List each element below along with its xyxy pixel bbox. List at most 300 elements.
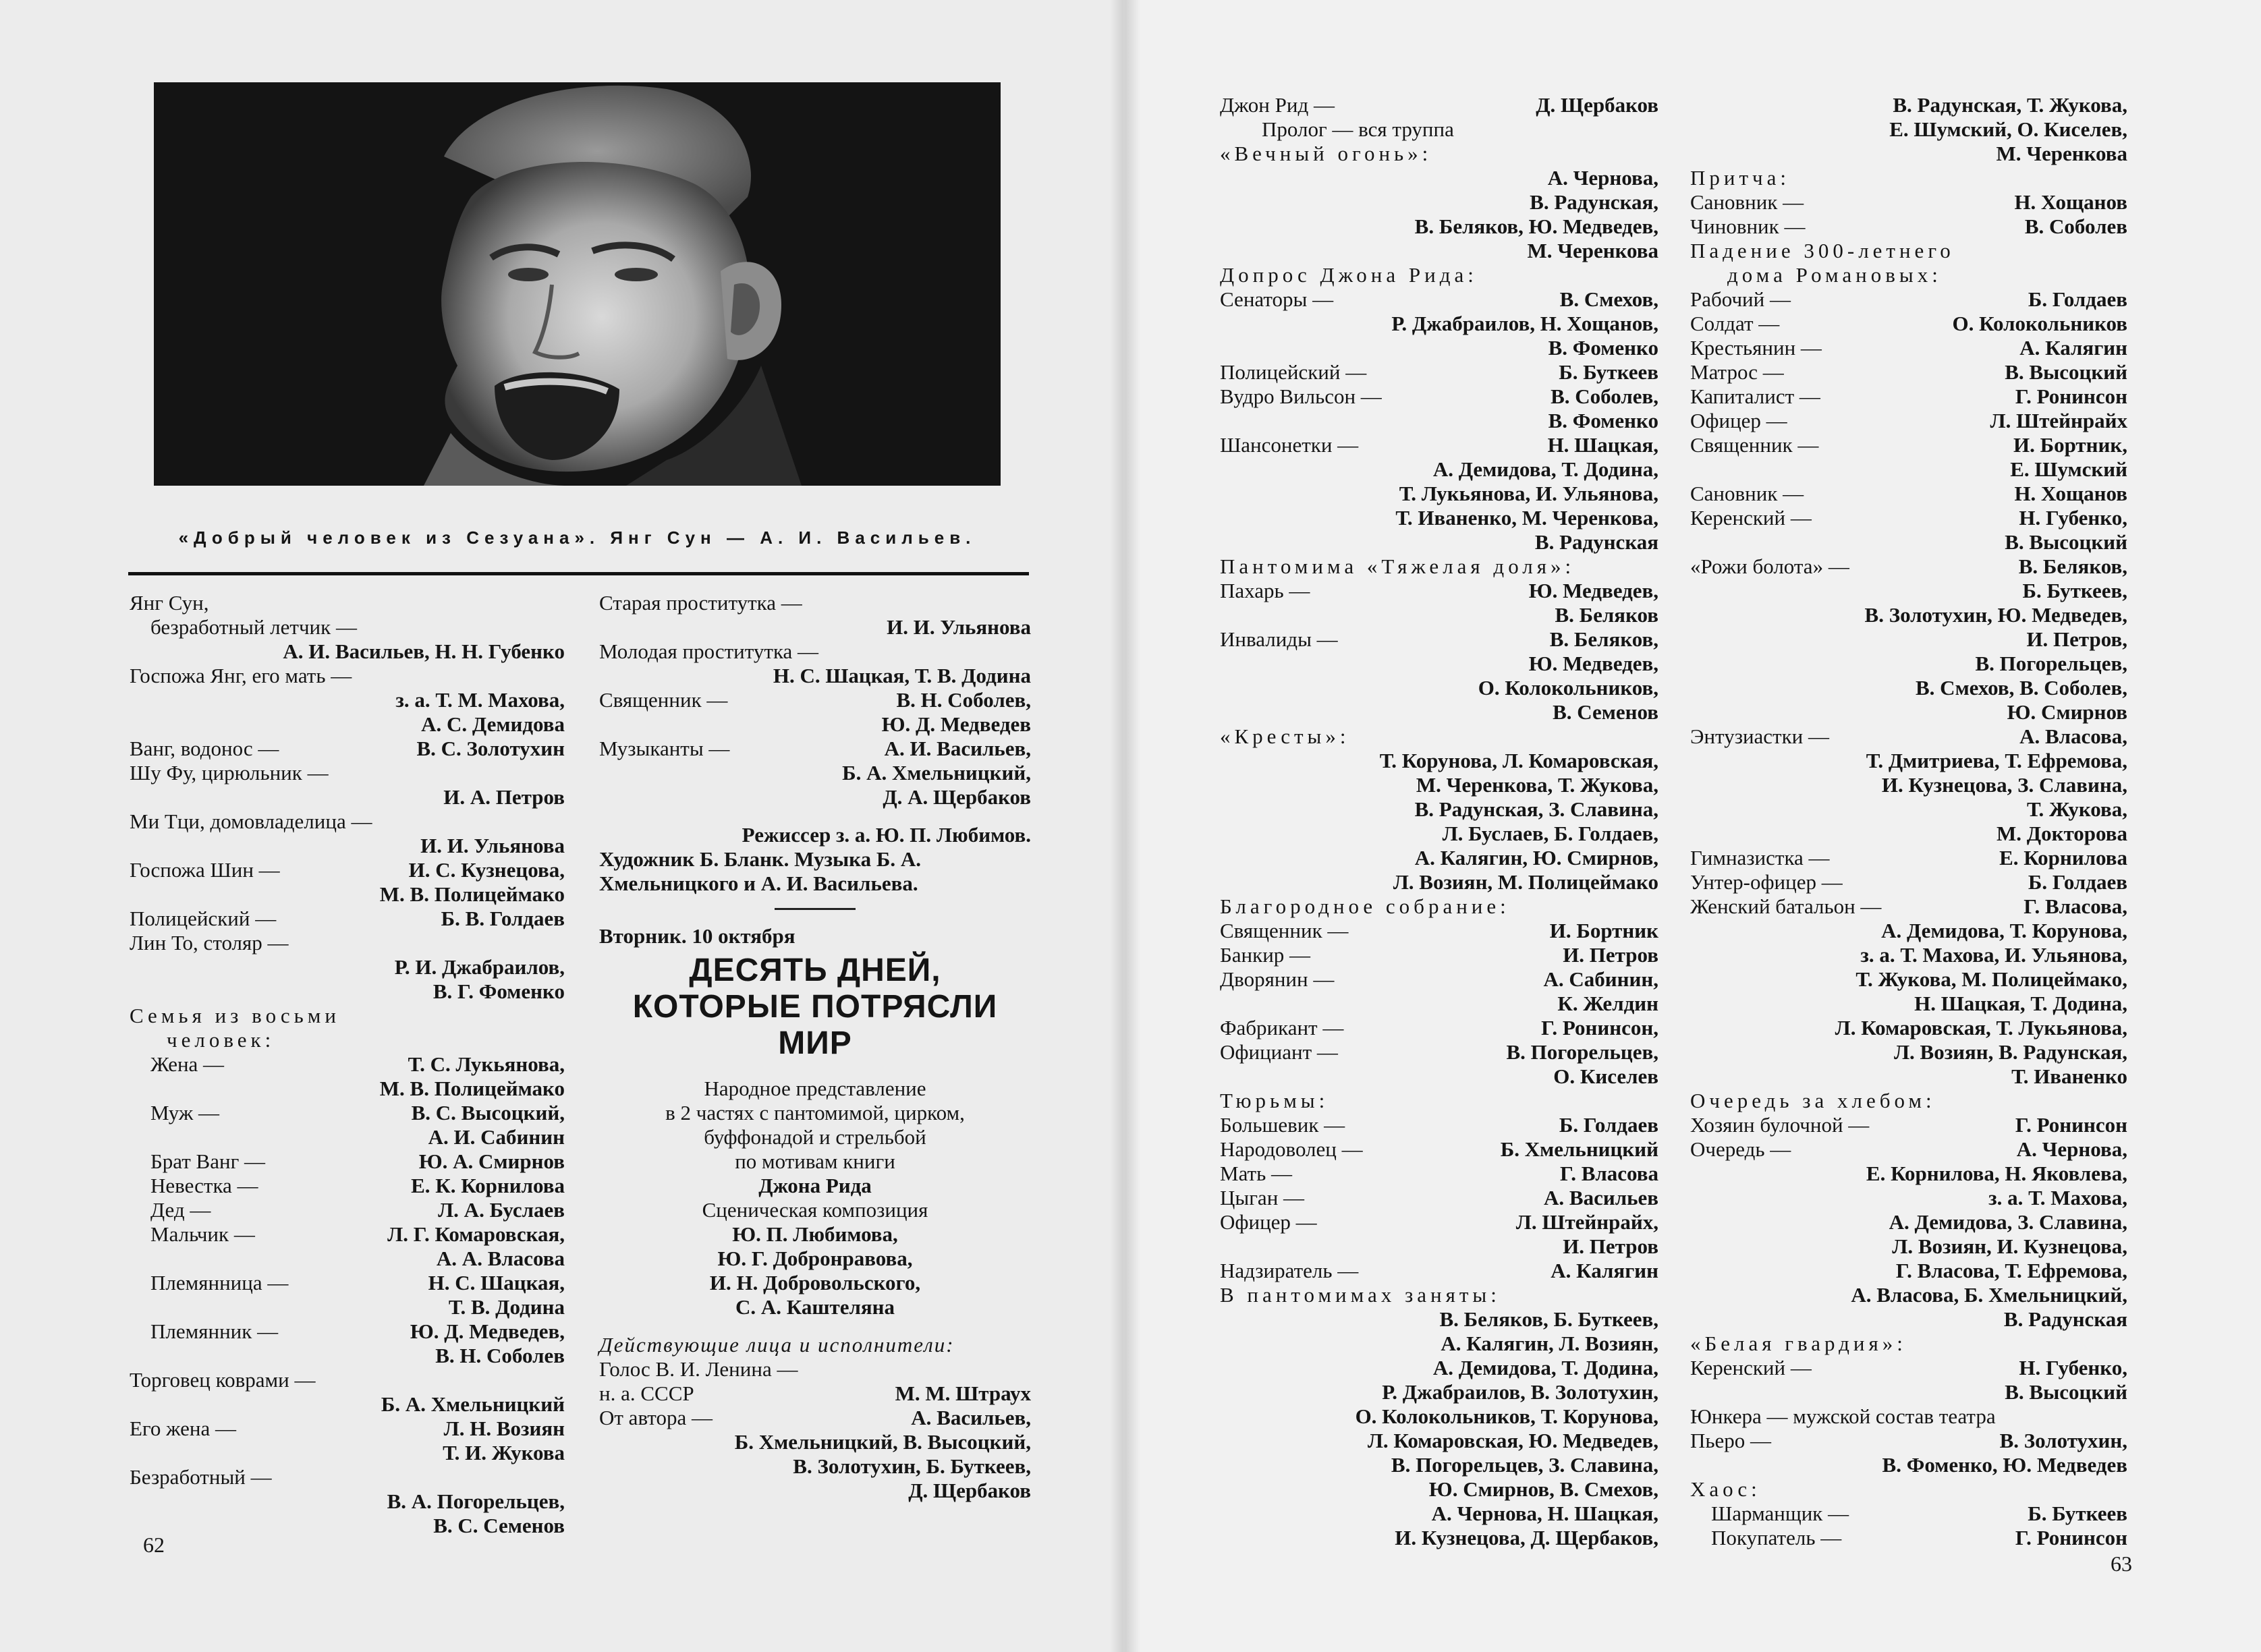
cast-line-text: В. А. Погорельцев,: [387, 1489, 565, 1513]
cast-line: [1690, 93, 2127, 117]
cast-line: [130, 1489, 565, 1514]
cast-line: [1220, 1453, 1658, 1477]
performer-name: Т. С. Лукьянова,: [408, 1052, 565, 1076]
cast-line-text: А. Калягин, Л. Возиян,: [1441, 1332, 1658, 1355]
cast-line: [599, 1454, 1031, 1479]
cast-line-text: Янг Сун,: [130, 591, 209, 615]
cast-line: [1690, 166, 2127, 190]
cast-line: [1690, 797, 2127, 822]
cast-line: [1690, 263, 2127, 287]
cast-line-text: От автора —: [599, 1406, 713, 1429]
cast-line: [1220, 1064, 1658, 1089]
cast-line-text: В. Золотухин, Б. Буткеев,: [793, 1454, 1031, 1478]
cast-line: [1220, 554, 1658, 579]
cast-line-text: И. Н. Добровольского,: [709, 1271, 921, 1294]
cast-line: [1220, 117, 1658, 142]
cast-line-text: В. Золотухин, Ю. Медведев,: [1864, 603, 2127, 627]
cast-line-text: «Кресты»:: [1220, 724, 1350, 748]
cast-line-text: С. А. Каштеляна: [735, 1295, 895, 1319]
cast-line: [1690, 1404, 2127, 1429]
cast-line: [1220, 919, 1658, 943]
cast-line-text: Р. Джабраилов, В. Золотухин,: [1382, 1380, 1658, 1404]
cast-line: [1220, 1186, 1658, 1210]
performer-name: Л. А. Буслаев: [438, 1198, 565, 1222]
cast-line-text: Священник —: [599, 688, 728, 712]
cast-line-text: А. Чернова,: [1547, 166, 1658, 190]
cast-line: [1220, 1234, 1658, 1259]
cast-line-text: М. Черенкова: [1527, 239, 1658, 262]
cast-line-text: Солдат —: [1690, 312, 1780, 335]
performer-name: Н. Губенко,: [2019, 1356, 2127, 1379]
cast-line: [1690, 1332, 2127, 1356]
cast-line: [1220, 1332, 1658, 1356]
cast-line-text: И. И. Ульянова: [887, 615, 1031, 639]
cast-line: [1220, 1380, 1658, 1404]
performer-name: Н. Хощанов: [2014, 482, 2127, 505]
cast-line: [599, 1319, 1031, 1333]
cast-line: [1690, 1210, 2127, 1234]
cast-line: [130, 688, 565, 712]
cast-line: [1690, 894, 2127, 919]
cast-line-text: «Вечный огонь»:: [1220, 142, 1432, 165]
cast-line-text: Сенаторы —: [1220, 287, 1334, 311]
cast-line: [130, 664, 565, 688]
play-title-line: КОТОРЫЕ ПОТРЯСЛИ: [632, 989, 998, 1025]
cast-line-text: Ю. Смирнов, В. Смехов,: [1428, 1477, 1658, 1501]
cast-line: [1220, 336, 1658, 360]
cast-line: [599, 1333, 1031, 1357]
cast-line: [1220, 846, 1658, 870]
cast-line-text: В. Радунская: [1534, 530, 1658, 554]
performer-name: Б. Голдаев: [2028, 870, 2127, 894]
cast-line-text: Сценическая композиция: [702, 1198, 928, 1222]
cast-line: [1690, 1477, 2127, 1502]
cast-line-text: Хозяин булочной —: [1690, 1113, 1870, 1137]
cast-line-text: Женский батальон —: [1690, 894, 1882, 918]
cast-line: [1220, 312, 1658, 336]
cast-line-text: Джона Рида: [758, 1174, 872, 1197]
cast-line-text: Т. Иваненко, М. Черенкова,: [1395, 506, 1658, 530]
play-title-line: ДЕСЯТЬ ДНЕЙ,: [689, 952, 941, 988]
cast-line-text: Капиталист —: [1690, 384, 1820, 408]
cast-line-text: Голос В. И. Ленина —: [599, 1357, 798, 1381]
cast-line-text: Ю. Смирнов: [2007, 700, 2127, 724]
cast-line: [1220, 1404, 1658, 1429]
cast-line: [1690, 1429, 2127, 1453]
performer-name: Б. Хмельницкий: [1500, 1137, 1658, 1161]
cast-line-text: Тюрьмы:: [1220, 1089, 1329, 1112]
cast-line-text: Благородное собрание:: [1220, 894, 1510, 918]
cast-line: [1690, 1113, 2127, 1137]
cast-line-text: Чиновник —: [1690, 215, 1806, 238]
cast-line-text: М. Черенкова, Т. Жукова,: [1416, 773, 1658, 797]
cast-line: [1690, 530, 2127, 554]
cast-line-text: В. Г. Фоменко: [432, 979, 565, 1003]
cast-line-text: Шансонетки —: [1220, 433, 1359, 457]
cast-line-text: по мотивам книги: [735, 1149, 895, 1173]
performer-name: А. Калягин: [1551, 1259, 1658, 1282]
performer-name: М. М. Штраух: [895, 1382, 1031, 1405]
performer-name: Л. Штейнрайх: [1990, 409, 2127, 432]
cast-line: [1220, 773, 1658, 797]
cast-line: [1690, 336, 2127, 360]
cast-line: [130, 931, 565, 955]
cast-line-text: В пантомимах заняты:: [1220, 1283, 1501, 1307]
cast-line-text: В. Фоменко: [1548, 336, 1658, 360]
cast-line: [1690, 1356, 2127, 1380]
cast-line-text: Брат Ванг —: [130, 1149, 266, 1173]
cast-line: [130, 979, 565, 1004]
performer-name: В. Золотухин,: [1999, 1429, 2127, 1452]
performer-name: Б. Голдаев: [2028, 287, 2127, 311]
cast-line: [1690, 846, 2127, 870]
performer-name: В. Соболев,: [1551, 384, 1658, 408]
performer-name: Ю. Д. Медведев,: [410, 1319, 565, 1343]
cast-line-text: Госпожа Янг, его мать —: [130, 664, 352, 687]
cast-line-text: В. С. Семенов: [433, 1514, 565, 1537]
cast-line: [1690, 603, 2127, 627]
cast-line: [1220, 1502, 1658, 1526]
cast-line-text: Режиссер з. а. Ю. П. Любимов.: [731, 823, 1031, 847]
cast-line: [599, 1357, 1031, 1382]
cast-line: [1220, 1526, 1658, 1550]
performer-name: А. Власова,: [2019, 724, 2127, 748]
cast-line-text: человек:: [130, 1028, 275, 1052]
cast-line: [1690, 724, 2127, 749]
cast-line-text: Керенский —: [1690, 1356, 1812, 1379]
cast-line-text: Л. Возиян, И. Кузнецова,: [1892, 1234, 2127, 1258]
cast-line-text: А. А. Власова: [436, 1247, 565, 1270]
performer-name: Е. К. Корнилова: [411, 1174, 565, 1197]
cast-line-text: К. Желдин: [1557, 992, 1658, 1015]
cast-line-text: Банкир —: [1220, 943, 1311, 967]
cast-line-text: Керенский —: [1690, 506, 1812, 530]
cast-line: [130, 809, 565, 834]
performer-name: Б. Буткеев: [2028, 1502, 2127, 1525]
cast-line-text: Ю. Г. Добронравова,: [717, 1247, 913, 1270]
cast-line-text: И. И. Ульянова: [420, 834, 565, 857]
cast-line: [599, 1271, 1031, 1295]
performer-name: И. Бортник,: [2013, 433, 2127, 457]
cast-line-text: Официант —: [1220, 1040, 1338, 1064]
cast-line: [1220, 1137, 1658, 1162]
cast-line-text: Пьеро —: [1690, 1429, 1772, 1452]
cast-line-text: В. Высоцкий: [2005, 530, 2127, 554]
cast-line-text: Б. Хмельницкий, В. Высоцкий,: [734, 1430, 1031, 1454]
cast-line-text: Большевик —: [1220, 1113, 1345, 1137]
cast-line-text: О. Киселев: [1553, 1064, 1658, 1088]
cast-line: [130, 1465, 565, 1489]
cast-line-text: Ю. П. Любимова,: [732, 1222, 898, 1246]
cast-line: [130, 712, 565, 737]
cast-line-text: Гимназистка —: [1690, 846, 1830, 870]
cast-line: [599, 737, 1031, 761]
cast-line-text: Торговец коврами —: [130, 1368, 316, 1392]
cast-line: [130, 1514, 565, 1538]
cast-line-text: дома Романовых:: [1690, 263, 1942, 287]
cast-line: [1220, 93, 1658, 117]
cast-line: [1690, 822, 2127, 846]
performer-name: В. Н. Соболев,: [896, 688, 1031, 712]
cast-line: [130, 955, 565, 979]
cast-line: [599, 639, 1031, 664]
performer-name: В. Погорельцев,: [1506, 1040, 1658, 1064]
cast-line-text: М. В. Полицеймако: [379, 1077, 565, 1100]
cast-line: [599, 1295, 1031, 1319]
cast-line: [1690, 457, 2127, 482]
performer-name: Н. Шацкая,: [1547, 433, 1658, 457]
cast-line-text: Сановник —: [1690, 482, 1804, 505]
cast-line-text: Т. Жукова,: [2026, 797, 2127, 821]
cast-line-text: М. Черенкова: [1996, 142, 2127, 165]
performer-name: О. Колокольников: [1952, 312, 2127, 335]
cast-line: [1690, 749, 2127, 773]
cast-line: [1220, 1356, 1658, 1380]
page-number-right: 63: [2111, 1551, 2132, 1576]
cast-line: [1690, 1234, 2127, 1259]
cast-line-text: Рабочий —: [1690, 287, 1791, 311]
cast-line-text: Муж —: [130, 1101, 220, 1124]
cast-line: [599, 664, 1031, 688]
performer-name: Д. Щербаков: [1536, 93, 1658, 117]
cast-line-text: А. Демидова, З. Славина,: [1889, 1210, 2127, 1234]
cast-line-text: Офицер —: [1690, 409, 1787, 432]
cast-line: [1220, 215, 1658, 239]
cast-line: [599, 785, 1031, 809]
cast-line: [130, 1222, 565, 1247]
cast-line: [1220, 142, 1658, 166]
cast-line: [130, 737, 565, 761]
cast-line: [1220, 797, 1658, 822]
cast-line-text: Дед —: [130, 1198, 211, 1222]
cast-line: [1220, 1429, 1658, 1453]
cast-line-text: В. Беляков: [1555, 603, 1658, 627]
cast-line-text: Хаос:: [1690, 1477, 1761, 1501]
cast-line-text: буффонадой и стрельбой: [704, 1125, 926, 1149]
cast-line: [1690, 482, 2127, 506]
cast-line-text: Т. Лукьянова, И. Ульянова,: [1399, 482, 1658, 505]
cast-line: [599, 615, 1031, 639]
cast-line-text: В. Беляков, Ю. Медведев,: [1414, 215, 1658, 238]
cast-line-text: В. Фоменко: [1548, 409, 1658, 432]
cast-line-text: Мальчик —: [130, 1222, 255, 1246]
cast-line-text: Е. Шумский: [2010, 457, 2127, 481]
cast-line: [1220, 1089, 1658, 1113]
cast-line-text: В. Семенов: [1553, 700, 1658, 724]
cast-line: [1220, 457, 1658, 482]
cast-line: [1220, 676, 1658, 700]
performer-name: Б. В. Голдаев: [441, 907, 565, 930]
cast-line-text: Б. Буткеев,: [2022, 579, 2127, 602]
cast-line-text: Покупатель —: [1690, 1526, 1842, 1549]
cast-line: [599, 823, 1031, 847]
cast-line: [599, 809, 1031, 823]
cast-line: [1690, 142, 2127, 166]
performer-name: Б. Буткеев: [1559, 360, 1658, 384]
cast-line-text: Джон Рид —: [1220, 93, 1335, 117]
cast-line: [1220, 530, 1658, 554]
cast-line-text: Художник Б. Бланк. Музыка Б. А.: [599, 847, 921, 871]
cast-line-text: Мать —: [1220, 1162, 1292, 1185]
cast-line-text: Матрос —: [1690, 360, 1784, 384]
performer-name: Б. Голдаев: [1559, 1113, 1658, 1137]
cast-line-text: Жена —: [130, 1052, 225, 1076]
performer-name: И. Бортник: [1549, 919, 1658, 942]
cast-line: [1220, 992, 1658, 1016]
cast-line-text: в 2 частях с пантомимой, цирком,: [665, 1101, 965, 1124]
cast-line-text: В. Радунская, Т. Жукова,: [1893, 93, 2127, 117]
cast-line-text: И. Кузнецова, З. Славина,: [1881, 773, 2127, 797]
performer-name: А. Калягин: [2019, 336, 2127, 360]
book-gutter: [1110, 0, 1140, 1652]
cast-line: [1220, 822, 1658, 846]
cast-line: [1690, 676, 2127, 700]
cast-line: [1690, 967, 2127, 992]
cast-line-text: Б. А. Хмельницкий,: [842, 761, 1031, 785]
cast-line: [130, 1417, 565, 1441]
cast-line: [1690, 943, 2127, 967]
cast-line-text: Очередь —: [1690, 1137, 1791, 1161]
cast-line: [1220, 724, 1658, 749]
cast-line: [130, 1247, 565, 1271]
cast-line-text: Притча:: [1690, 166, 1790, 190]
cast-line: [130, 1028, 565, 1052]
cast-line-text: А. С. Демидова: [421, 712, 565, 736]
cast-line: [599, 761, 1031, 785]
cast-line-text: Л. Возиян, В. Радунская,: [1893, 1040, 2127, 1064]
cast-line-text: «Белая гвардия»:: [1690, 1332, 1907, 1355]
cast-line: [599, 1149, 1031, 1174]
cast-line: [1220, 967, 1658, 992]
left-page: [0, 0, 1123, 1652]
section-divider: [599, 896, 1031, 920]
cast-line: [1220, 1307, 1658, 1332]
cast-line-text: Н. Шацкая, Т. Додина,: [1914, 992, 2127, 1015]
cast-line: [130, 1077, 565, 1101]
cast-line-text: Ми Тци, домовладелица —: [130, 809, 372, 833]
cast-line: [1220, 700, 1658, 724]
cast-line: [1690, 1526, 2127, 1550]
cast-line: [1220, 287, 1658, 312]
cast-line-text: Б. А. Хмельницкий: [381, 1392, 565, 1416]
cast-line: [130, 1441, 565, 1465]
cast-line: [1690, 1137, 2127, 1162]
cast-line: [1220, 579, 1658, 603]
cast-line: [1690, 1307, 2127, 1332]
cast-line-text: Надзиратель —: [1220, 1259, 1359, 1282]
cast-line: [1220, 384, 1658, 409]
cast-line-text: Народное представление: [704, 1077, 926, 1100]
cast-line: [130, 1004, 565, 1028]
cast-line-text: Шу Фу, цирюльник —: [130, 761, 329, 785]
cast-line-text: Д. Щербаков: [908, 1479, 1031, 1502]
cast-line: [1690, 1259, 2127, 1283]
cast-line-text: А. Демидова, Т. Корунова,: [1881, 919, 2127, 942]
cast-line: [1220, 239, 1658, 263]
cast-line: [1220, 1162, 1658, 1186]
ten-days-credits: [599, 1077, 1031, 1503]
cast-line-text: М. В. Полицеймако: [379, 882, 565, 906]
performer-name: Л. Н. Возиян: [443, 1417, 565, 1440]
cast-line: [1220, 1040, 1658, 1064]
cast-line: [1690, 1283, 2127, 1307]
cast-line: [1690, 239, 2127, 263]
cast-line-text: О. Колокольников,: [1478, 676, 1658, 700]
cast-line-text: А. Демидова, Т. Додина,: [1432, 1356, 1658, 1379]
cast-line-text: н. а. СССР: [599, 1382, 694, 1405]
cast-line-text: А. Власова, Б. Хмельницкий,: [1851, 1283, 2127, 1307]
cast-line-text: Энтузиастки —: [1690, 724, 1829, 748]
performer-name: Е. Корнилова: [1999, 846, 2127, 870]
cast-line-text: Племянник —: [130, 1319, 279, 1343]
cast-line: [130, 1052, 565, 1077]
cast-line-text: Семья из восьми: [130, 1004, 340, 1027]
cast-line-text: Инвалиды —: [1220, 627, 1338, 651]
cast-line-text: з. а. Т. Махова, И. Ульянова,: [1860, 943, 2127, 967]
performer-name: Г. Ронинсон,: [1541, 1016, 1658, 1039]
cast-line-text: Г. Власова, Т. Ефремова,: [1895, 1259, 2127, 1282]
cast-line: [1690, 1453, 2127, 1477]
cast-line-text: А. Демидова, Т. Додина,: [1432, 457, 1658, 481]
cast-line-text: Н. С. Шацкая, Т. В. Додина: [773, 664, 1031, 687]
cast-line-text: А. И. Васильев, Н. Н. Губенко: [283, 639, 565, 663]
cast-line: [130, 1368, 565, 1392]
cast-line: [130, 1392, 565, 1417]
cast-line-text: В. Погорельцев,: [1975, 652, 2127, 675]
cast-line-text: Лин То, столяр —: [130, 931, 289, 955]
performer-name: А. Васильев,: [911, 1406, 1031, 1429]
performer-name: В. Высоцкий: [2005, 360, 2127, 384]
cast-line-text: Падение 300-летнего: [1690, 239, 1955, 262]
performer-name: Г. Власова,: [2023, 894, 2127, 918]
cast-line: [1220, 870, 1658, 894]
performer-name: Г. Ронинсон: [2015, 384, 2127, 408]
cast-line-text: Дворянин —: [1220, 967, 1335, 991]
cast-line: [1220, 263, 1658, 287]
cast-line-text: Ванг, водонос —: [130, 737, 279, 760]
cast-line-text: Племянница —: [130, 1271, 289, 1294]
cast-line: [1690, 215, 2127, 239]
cast-line-text: Унтер-офицер —: [1690, 870, 1843, 894]
cast-line-text: Хмельницкого и А. И. Васильева.: [599, 872, 918, 895]
photo-caption: «Добрый человек из Сезуана». Янг Сун — А. И. Васильев.: [178, 528, 976, 548]
cast-line-text: Крестьянин —: [1690, 336, 1822, 360]
cast-line: [1220, 943, 1658, 967]
performer-name: Н. Хощанов: [2014, 190, 2127, 214]
cast-line-text: Пролог — вся труппа: [1220, 117, 1454, 141]
cast-line: [1220, 894, 1658, 919]
cast-line: [599, 1198, 1031, 1222]
cast-line-text: Молодая проститутка —: [599, 639, 819, 663]
performer-name: Н. С. Шацкая,: [428, 1271, 565, 1294]
cast-line: [1690, 919, 2127, 943]
ten-days-cast-part1: [1220, 93, 1658, 1550]
cast-line: [599, 1101, 1031, 1125]
cast-line-text: Невестка —: [130, 1174, 258, 1197]
cast-line-text: Ю. Медведев,: [1528, 652, 1658, 675]
cast-line-text: В. Радунская,: [1530, 190, 1658, 214]
cast-line-text: Музыканты —: [599, 737, 730, 760]
performance-date: Вторник. 10 октября: [599, 924, 795, 948]
cast-line: [1690, 773, 2127, 797]
performer-name: В. С. Высоцкий,: [411, 1101, 565, 1124]
cast-line: [1220, 1016, 1658, 1040]
cast-line-text: Пахарь —: [1220, 579, 1310, 602]
play-title: [599, 952, 1031, 1062]
cast-line: [599, 688, 1031, 712]
cast-line: [1220, 749, 1658, 773]
cast-line: [1690, 360, 2127, 384]
